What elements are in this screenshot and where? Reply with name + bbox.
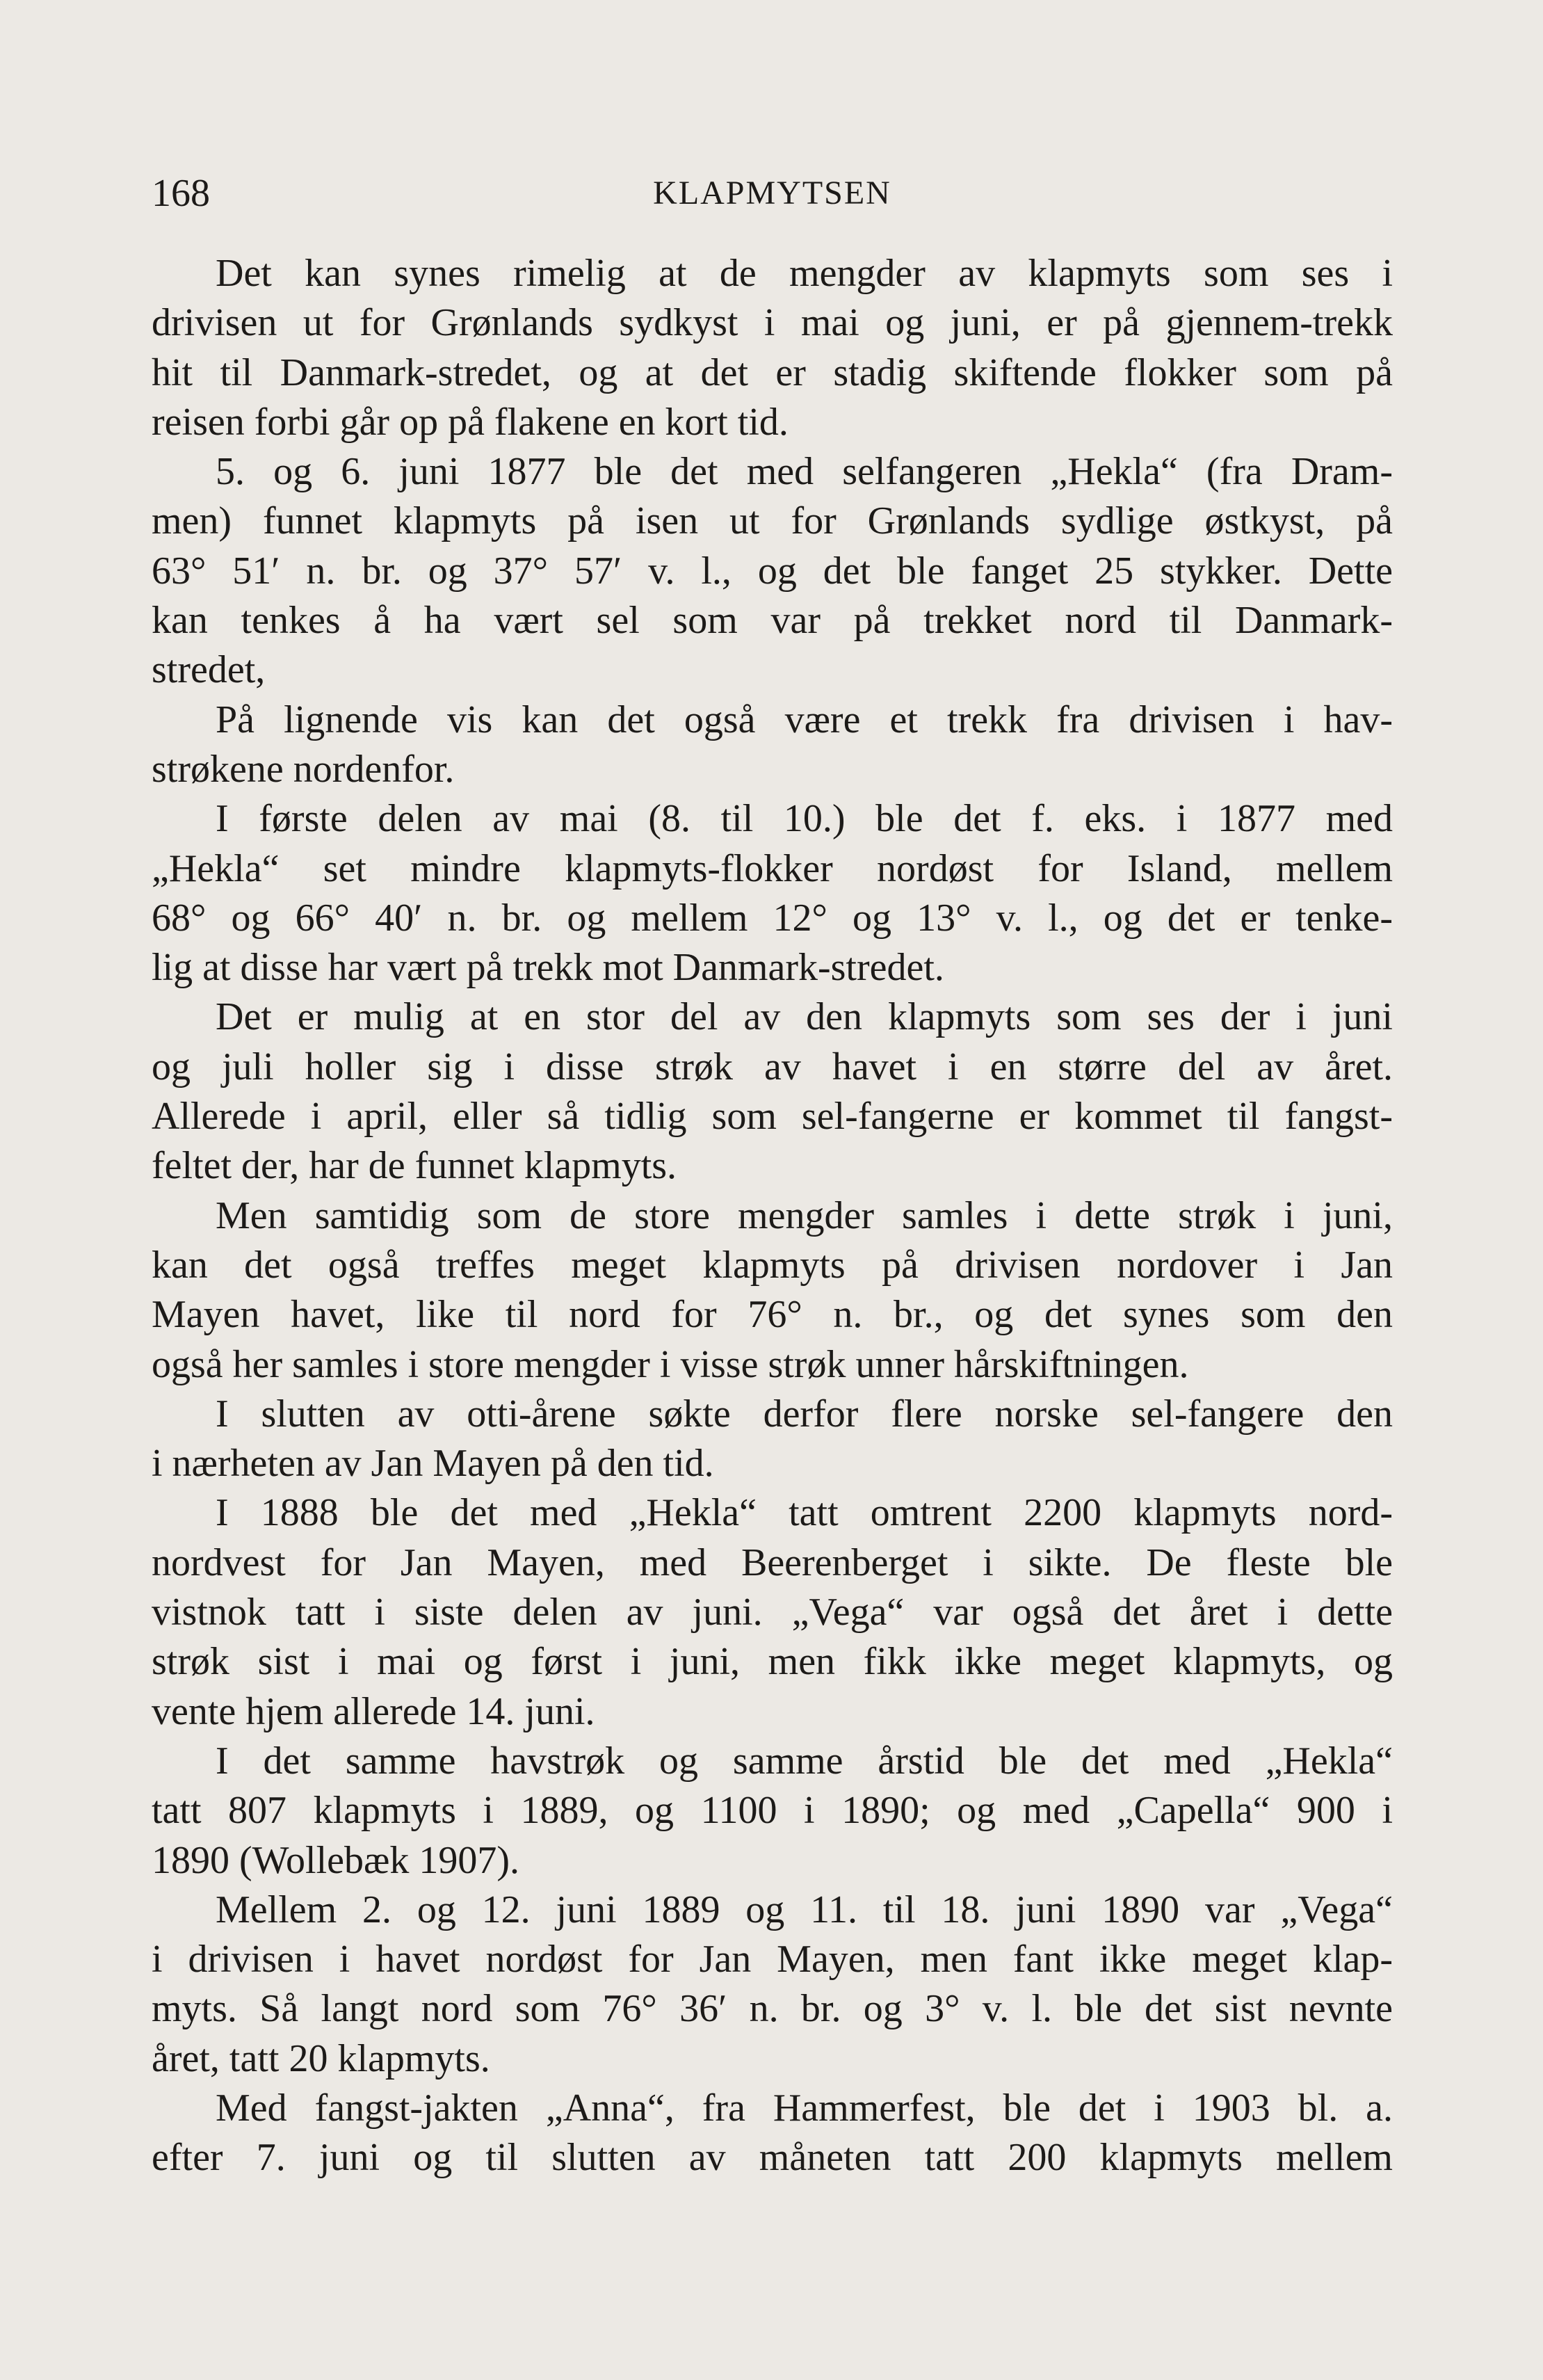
text-line: Mayen havet, like til nord for 76° n. br., og det synes som den [152,1293,1393,1337]
text-line: stredet, [152,648,266,692]
paragraph [152,2084,1393,2183]
text-line: lig at disse har vært på trekk mot Danmark-stredet. [152,946,944,990]
text-line: tatt 807 klapmyts i 1889, og 1100 i 1890; og med „Capella“ 900 i [152,1789,1393,1833]
text-line: På lignende vis kan det også være et trekk fra drivisen i hav- [216,698,1393,741]
running-title: KLAPMYTSEN [653,175,891,211]
paragraph [152,1885,1393,2084]
text-line: Det kan synes rimelig at de mengder av klapmyts som ses i [216,252,1393,295]
text-line: i drivisen i havet nordøst for Jan Mayen, men fant ikke meget klap- [152,1938,1393,1981]
text-line: feltet der, har de funnet klapmyts. [152,1144,677,1188]
text-line: vistnok tatt i siste delen av juni. „Vega“ var også det året i dette [152,1591,1393,1634]
text-line: reisen forbi går op på flakene en kort tid. [152,400,789,444]
body-text [152,249,1393,2183]
paragraph [152,1737,1393,1885]
text-line: myts. Så langt nord som 76° 36′ n. br. og 3° v. l. ble det sist nevnte [152,1987,1393,2031]
text-line: I første delen av mai (8. til 10.) ble det f. eks. i 1877 med [216,797,1393,841]
text-line: „Hekla“ set mindre klapmyts-flokker nordøst for Island, mellem [152,846,1393,890]
text-line: Allerede i april, eller så tidlig som sel-fangerne er kommet til fangst- [152,1095,1393,1139]
text-line: Men samtidig som de store mengder samles i dette strøk i juni, [216,1193,1393,1237]
paragraph [152,249,1393,447]
text-line: kan tenkes å ha vært sel som var på trekket nord til Danmark- [152,599,1393,643]
text-line: og juli holler sig i disse strøk av havet i en større del av året. [152,1045,1393,1088]
text-line: men) funnet klapmyts på isen ut for Grønlands sydlige østkyst, på [152,499,1393,543]
text-line: 5. og 6. juni 1877 ble det med selfangeren „Hekla“ (fra Dram- [216,450,1393,494]
text-line: efter 7. juni og til slutten av måneten tatt 200 klapmyts mellem [152,2136,1393,2180]
text-line: 68° og 66° 40′ n. br. og mellem 12° og 13° v. l., og det er tenke- [152,896,1393,940]
text-line: I det samme havstrøk og samme årstid ble det med „Hekla“ [216,1739,1393,1783]
paragraph [152,992,1393,1191]
text-line: I slutten av otti-årene søkte derfor flere norske sel-fangere den [216,1392,1393,1436]
paragraph [152,1390,1393,1489]
text-line: vente hjem allerede 14. juni. [152,1689,595,1733]
paragraph [152,794,1393,992]
text-line: i nærheten av Jan Mayen på den tid. [152,1442,714,1486]
text-line: nordvest for Jan Mayen, med Beerenberget i sikte. De fleste ble [152,1541,1393,1584]
text-line: 63° 51′ n. br. og 37° 57′ v. l., og det ble fanget 25 stykker. Dette [152,549,1393,593]
text-line: Med fangst-jakten „Anna“, fra Hammerfest, ble det i 1903 bl. a. [216,2086,1393,2130]
text-line: strøkene nordenfor. [152,747,455,791]
text-line: I 1888 ble det med „Hekla“ tatt omtrent 2200 klapmyts nord- [216,1491,1393,1535]
text-line: også her samles i store mengder i visse strøk unner hårskiftningen. [152,1342,1189,1386]
page-header [152,166,1393,221]
text-line: året, tatt 20 klapmyts. [152,2036,490,2080]
text-line: kan det også treffes meget klapmyts på drivisen nordover i Jan [152,1243,1393,1287]
text-line: Mellem 2. og 12. juni 1889 og 11. til 18. juni 1890 var „Vega“ [216,1888,1393,1931]
paragraph [152,1488,1393,1736]
paragraph [152,447,1393,695]
text-line: 1890 (Wollebæk 1907). [152,1838,519,1882]
text-line: Det er mulig at en stor del av den klapmyts som ses der i juni [216,995,1393,1039]
text-line: strøk sist i mai og først i juni, men fikk ikke meget klapmyts, og [152,1640,1393,1684]
text-line: hit til Danmark-stredet, og at det er stadig skiftende flokker som på [152,351,1393,394]
paragraph [152,1191,1393,1390]
paragraph [152,695,1393,795]
text-line: drivisen ut for Grønlands sydkyst i mai og juni, er på gjennem-trekk [152,301,1393,345]
page-number: 168 [152,172,210,215]
